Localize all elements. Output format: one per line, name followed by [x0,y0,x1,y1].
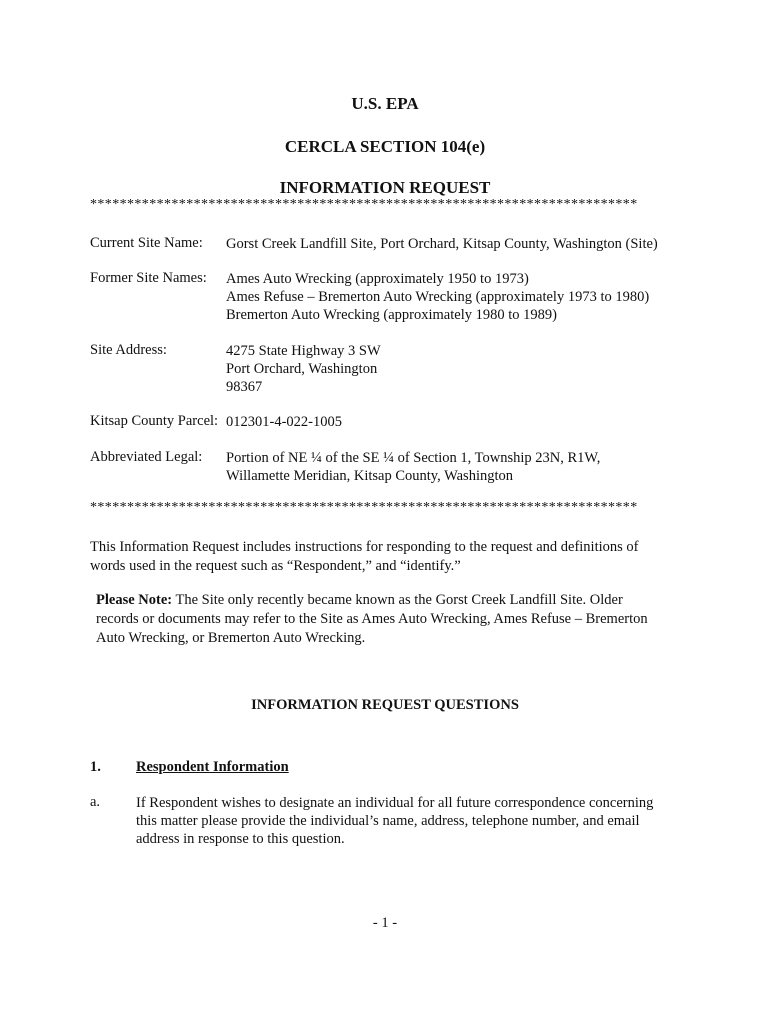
legal-line-1: Portion of NE ¼ of the SE ¼ of Section 1, Township 23N, R1W, [226,450,601,466]
former-site-1: Ames Auto Wrecking (approximately 1950 to 1973) [226,271,529,287]
address-line-3: 98367 [226,379,263,395]
former-site-2: Ames Refuse – Bremerton Auto Wrecking (approximately 1973 to 1980) [226,289,650,305]
current-site-value: Gorst Creek Landfill Site, Port Orchard, Kitsap County, Washington (Site) [226,236,658,252]
intro-line-2: words used in the request such as “Respondent,” and “identify.” [90,558,461,574]
note-label: Please Note: [96,592,173,608]
former-site-label: Former Site Names: [90,270,207,286]
intro-line-1: This Information Request includes instructions for responding to the request and definitions of [90,539,639,555]
question-a-line-3: address in response to this question. [136,831,345,847]
site-address-label: Site Address: [90,342,167,358]
legal-line-2: Willamette Meridian, Kitsap County, Washington [226,468,513,484]
question-letter-a: a. [90,794,101,810]
note-line-2: records or documents may refer to the Site as Ames Auto Wrecking, Ames Refuse – Bremerton [96,611,648,627]
question-title-1: Respondent Information [136,759,289,775]
question-number-1: 1. [90,759,101,775]
note-line-1-text: The Site only recently became known as the Gorst Creek Landfill Site. Older [172,592,623,608]
address-line-2: Port Orchard, Washington [226,361,378,377]
document-title: INFORMATION REQUEST [279,178,491,197]
legal-label: Abbreviated Legal: [90,449,203,465]
page-number: - 1 - [372,915,398,931]
parcel-label: Kitsap County Parcel: [90,413,219,429]
current-site-label: Current Site Name: [90,235,203,251]
divider-top: ************************************************************************** [90,197,638,212]
question-a-line-2: this matter please provide the individual’s name, address, telephone number, and email [136,813,640,829]
note-line-3: Auto Wrecking, or Bremerton Auto Wrecking. [96,630,366,646]
questions-heading: INFORMATION REQUEST QUESTIONS [251,697,519,713]
divider-bottom: ************************************************************************** [90,500,638,515]
agency-heading: U.S. EPA [351,94,419,113]
address-line-1: 4275 State Highway 3 SW [226,343,381,359]
note-line-1 [96,591,686,611]
section-heading: CERCLA SECTION 104(e) [284,137,486,156]
question-a-line-1: If Respondent wishes to designate an individual for all future correspondence concerning [136,795,654,811]
parcel-value: 012301-4-022-1005 [226,414,342,430]
former-site-3: Bremerton Auto Wrecking (approximately 1980 to 1989) [226,307,557,323]
